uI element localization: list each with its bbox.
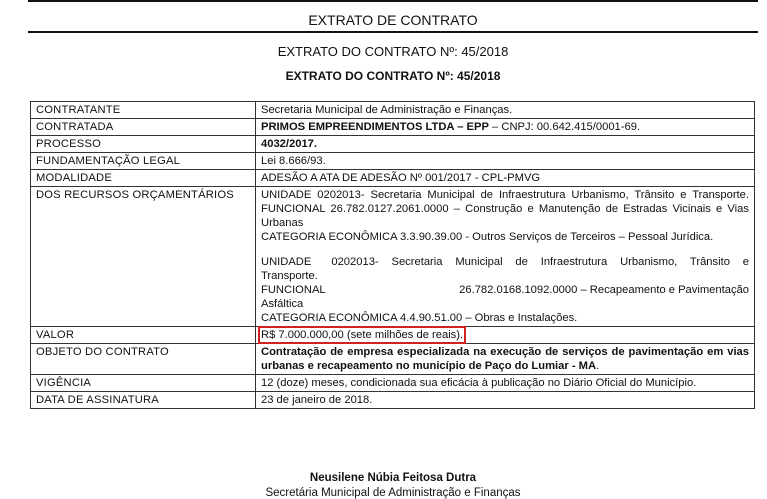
row-value-contratante: Secretaria Municipal de Administração e Finanças.	[256, 102, 755, 119]
top-rule	[28, 0, 758, 2]
budget-block1-unidade: UNIDADE 0202013- Secretaria Municipal de Infraestrutura Urbanismo, Trânsito e Transporte. FUNCIONAL 26.782.0127.2061.0000 – Construção e Manutenção de Estradas Vicinais e Vias Urbanas	[261, 189, 749, 229]
row-label-objeto: OBJETO DO CONTRATO	[31, 344, 256, 375]
row-value-fundamentacao: Lei 8.666/93.	[256, 153, 755, 170]
table-row	[31, 327, 755, 344]
budget-block2-transporte: Transporte.	[261, 270, 318, 282]
table-row	[31, 136, 755, 153]
budget-block2-asfaltica: Asfáltica	[261, 298, 304, 310]
section-title: EXTRATO DE CONTRATO	[308, 12, 478, 28]
row-label-valor: VALOR	[31, 327, 256, 344]
table-row	[31, 119, 755, 136]
row-value-vigencia: 12 (doze) meses, condicionada sua eficácia à publicação no Diário Oficial do Município.	[256, 375, 755, 392]
row-value-valor	[256, 327, 755, 344]
contract-subtitle: EXTRATO DO CONTRATO Nº: 45/2018	[277, 44, 509, 59]
row-value-recursos	[256, 187, 755, 327]
table-row	[31, 392, 755, 409]
objeto-suffix: .	[596, 360, 600, 372]
table-row	[31, 375, 755, 392]
table-row	[31, 170, 755, 187]
row-value-modalidade: ADESÃO A ATA DE ADESÃO Nº 001/2017 - CPL-PMVG	[256, 170, 755, 187]
value-highlight-box: R$ 7.000.000,00 (sete milhões de reais).	[261, 329, 464, 341]
budget-block2-categoria: CATEGORIA ECONÔMICA 4.4.90.51.00 – Obras e Instalações.	[261, 312, 578, 324]
budget-block2-funcional: FUNCIONAL 26.782.0168.1092.0000 – Recapeamento e Pavimentação	[261, 284, 749, 296]
budget-block2-unidade: UNIDADE 0202013- Secretaria Municipal de Infraestrutura Urbanismo, Trânsito e	[261, 256, 749, 268]
table-row	[31, 102, 755, 119]
objeto-text: Contratação de empresa especializada na execução de serviços de pavimentação em vias urbanas e recapeamento no município de Paço do Lumiar - MA	[261, 346, 749, 372]
row-value-assinatura: 23 de janeiro de 2018.	[256, 392, 755, 409]
table-row	[31, 344, 755, 375]
title-rule	[28, 31, 758, 33]
row-label-assinatura: DATA DE ASSINATURA	[31, 392, 256, 409]
signatory-name: Neusilene Núbia Feitosa Dutra	[309, 472, 477, 484]
table-row	[31, 187, 755, 327]
company-name: PRIMOS EMPREENDIMENTOS LTDA – EPP	[261, 121, 489, 133]
row-label-fundamentacao: FUNDAMENTAÇÃO LEGAL	[31, 153, 256, 170]
budget-block1-categoria: CATEGORIA ECONÔMICA 3.3.90.39.00 - Outros Serviços de Terceiros – Pessoal Jurídica.	[261, 231, 714, 243]
company-cnpj: – CNPJ: 00.642.415/0001-69.	[488, 121, 641, 133]
row-value-processo: 4032/2017.	[256, 136, 755, 153]
row-label-recursos: DOS RECURSOS ORÇAMENTÁRIOS	[31, 187, 256, 327]
row-label-vigencia: VIGÊNCIA	[31, 375, 256, 392]
budget-spacer	[261, 244, 749, 255]
row-value-objeto	[256, 344, 755, 375]
table-row	[31, 153, 755, 170]
signatory-role: Secretária Municipal de Administração e Finanças	[265, 487, 521, 499]
contract-subtitle-bold: EXTRATO DO CONTRATO Nº: 45/2018	[285, 69, 501, 83]
row-label-contratante: CONTRATANTE	[31, 102, 256, 119]
row-label-processo: PROCESSO	[31, 136, 256, 153]
row-label-contratada: CONTRATADA	[31, 119, 256, 136]
row-value-contratada	[256, 119, 755, 136]
row-label-modalidade: MODALIDADE	[31, 170, 256, 187]
contract-table	[30, 101, 755, 409]
